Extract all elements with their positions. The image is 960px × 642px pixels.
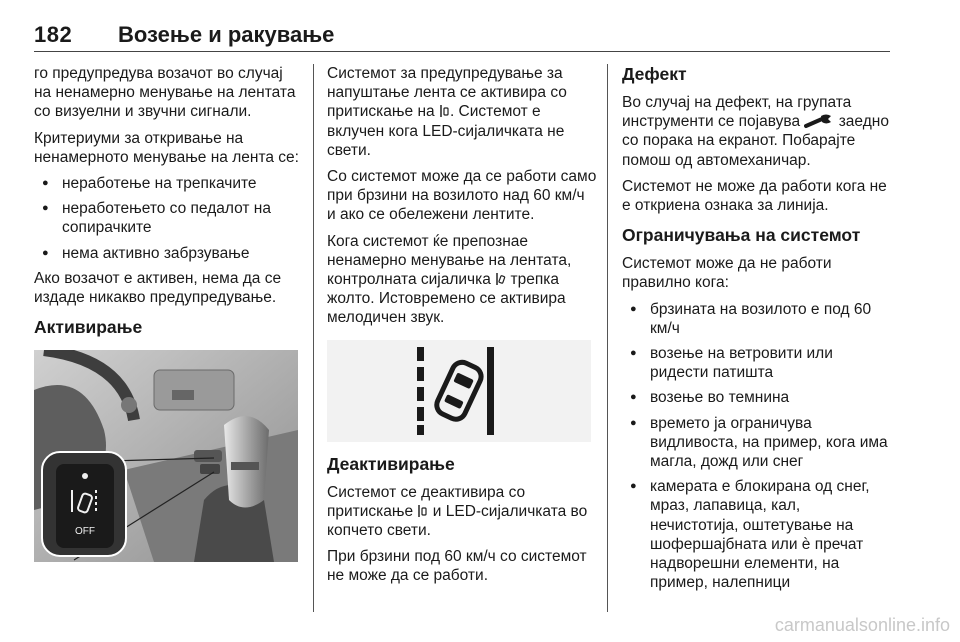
wrench-icon xyxy=(804,113,834,129)
heading-fault: Дефект xyxy=(622,64,687,84)
criteria-list xyxy=(34,174,304,263)
list-item: ● брзината на возилото е под 60 км/ч xyxy=(622,300,892,338)
lane-assist-button-icon xyxy=(417,504,428,518)
chapter-title: Возење и ракување xyxy=(118,22,335,47)
lane-assist-button-icon xyxy=(439,104,450,118)
paragraph: Системот се деактивира со притискање и LED-сијаличката во копчето свети. xyxy=(327,483,588,540)
lane-departure-warning-icon xyxy=(495,272,506,286)
paragraph: При брзини под 60 км/ч со системот не може да се работи. xyxy=(327,548,587,585)
column-divider-2 xyxy=(607,64,608,612)
page-header xyxy=(34,22,890,52)
list-item: ● нема активно забрзување xyxy=(34,244,304,263)
watermark: carmanualsonline.info xyxy=(774,615,950,635)
heading-deactivate: Деактивирање xyxy=(327,453,455,474)
off-button-label: OFF xyxy=(75,526,95,538)
paragraph: Со системот може да се работи само при брзини на возилото над 60 км/ч и ако се обележени лентите. xyxy=(327,168,597,224)
paragraph: Во случај на дефект, на групата инструменти се појавува заедно со порака на екранот. Побарајте помош од автомеханичар. xyxy=(622,94,889,169)
paragraph: Системот не може да работи кога не е откриена ознака за линија. xyxy=(622,177,887,215)
column-3 xyxy=(622,64,892,598)
list-item: ● возење на ветровити или ридести патишта xyxy=(622,344,892,382)
list-item: ● времето ја ограничува видливоста, на пример, кога има магла, дожд или снег xyxy=(622,414,892,472)
paragraph: Ако возачот е активен, нема да се издаде никакво предупредување. xyxy=(34,269,282,307)
list-item: ● возење во темнина xyxy=(622,388,892,407)
heading-activate: Активирање xyxy=(34,317,143,338)
lane-departure-symbol-icon xyxy=(409,345,509,437)
console-photo xyxy=(34,350,298,562)
heading-limits: Ограничувања на системот xyxy=(622,225,861,246)
page-number: 182 xyxy=(34,22,73,47)
paragraph: Системот може да не работи правилно кога: xyxy=(622,255,832,292)
column-2 xyxy=(327,64,597,593)
paragraph: Критериуми за откривање на ненамерното менување на лента се: xyxy=(34,129,299,166)
paragraph: го предупредува возачот во случај на ненамерно менување на лентата со визуелни и звучни сигнали. xyxy=(34,65,296,121)
column-1 xyxy=(34,64,304,562)
list-item: ● камерата е блокирана од снег, мраз, лапавица, кал, нечистотија, оштетување на шофершајбната или ѐ пречат надворешни елементи, на пример, налепници xyxy=(622,477,892,592)
column-divider-1 xyxy=(313,64,314,612)
list-item: ● неработењето со педалот на сопирачките xyxy=(34,199,304,237)
paragraph: Кога системот ќе препознае ненамерно менување на лентата, контролната сијаличка трепка жолто. Истовремено се активира мелодичен звук. xyxy=(327,232,572,327)
list-item: ● неработење на трепкачите xyxy=(34,174,304,193)
lane-departure-pictogram xyxy=(327,340,591,442)
paragraph: Системот за предупредување за напуштање лента се активира со притискање на . Системот е вклучен кога LED-сијаличката не свети. xyxy=(327,65,567,159)
gear-shift-console-illustration xyxy=(34,350,298,562)
limits-list xyxy=(622,300,892,593)
